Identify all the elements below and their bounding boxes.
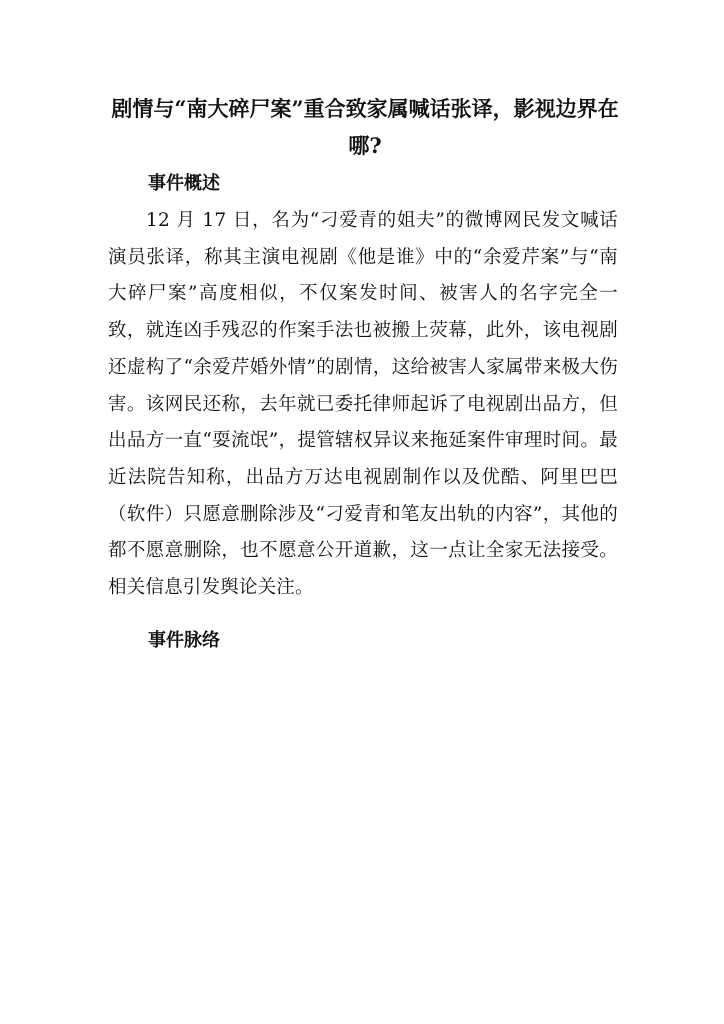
section-heading-timeline: 事件脉络 (148, 630, 220, 651)
section-heading-overview: 事件概述 (148, 173, 220, 194)
document-title: 剧情与“南大碎尸案”重合致家属喊话张译，影视边界在哪? (111, 96, 619, 158)
overview-paragraph: 12 月 17 日，名为“刁爱青的姐夫”的微博网民发文喊话演员张译，称其主演电视剧《他是谁》中的“余爱芹案”与“南大碎尸案”高度相似，不仅案发时间、被害人的名字完全一致，就连凶手残忍的作案手法也被搬上荧幕，此外，该电视剧还虚构了“余爱芹婚外情”的剧情，这给被害人家属带来极大伤害。该网民还称，去年就已委托律师起诉了电视剧出品方，但出品方一直“耍流氓”，提管辖权异议来拖延案件审理时间。最近法院告知称，出品方万达电视剧制作以及优酷、阿里巴巴（软件）只愿意删除涉及“刁爱青和笔友出轨的内容”，其他的都不愿意删除，也不愿意公开道歉，这一点让全家无法接受。相关信息引发舆论关注。 (108, 210, 618, 599)
